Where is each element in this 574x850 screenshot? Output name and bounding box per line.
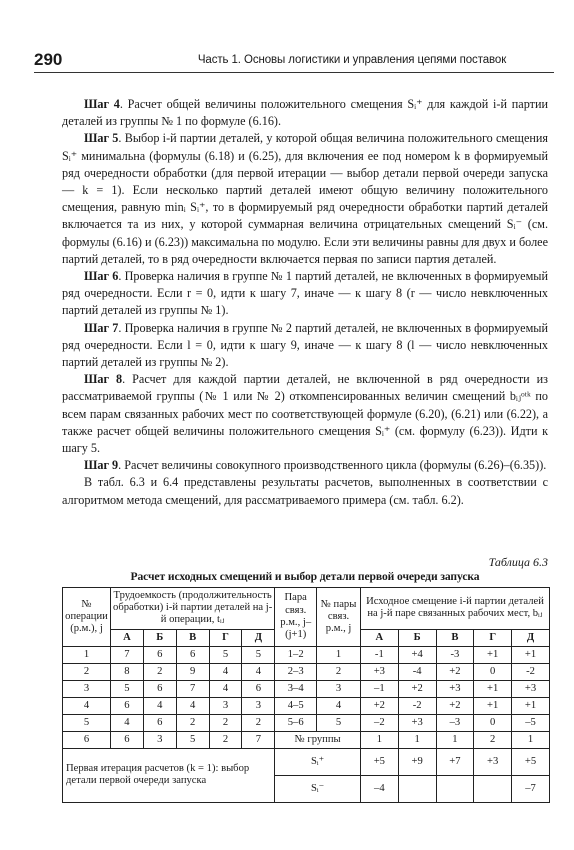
table-cell: +5 xyxy=(360,748,398,775)
page-number: 290 xyxy=(34,50,63,69)
table-cell: +3 xyxy=(436,680,474,697)
table-cell xyxy=(398,775,436,802)
paragraph-text: . Проверка наличия в группе № 2 партий деталей, не включенных в формируемый ряд очередности. Если l = 0, идти к шагу 9, иначе — к шагу 8 (l — число невключенных партий деталей из группы № 2). xyxy=(62,320,548,370)
table-cell: 6 xyxy=(143,680,176,697)
table-row xyxy=(63,731,550,748)
table-cell: 3 xyxy=(317,680,361,697)
table-cell: 4–5 xyxy=(275,697,317,714)
table-cell: 6 xyxy=(176,646,209,663)
subheader-cell: Г xyxy=(209,629,242,646)
paragraph-text: . Проверка наличия в группе № 1 партий деталей, не включенных в формируемый ряд очередности. Если r = 0, идти к шагу 7, иначе — к шагу 8 (r — число невключенных партий деталей из группы № 1). xyxy=(62,269,548,318)
table-footer-row-positive xyxy=(63,748,550,775)
table-cell xyxy=(474,775,512,802)
table-cell: +1 xyxy=(474,697,512,714)
paragraph-text: . Расчет общей величины положительного смещения Sᵢ⁺ для каждой i-й партии деталей из группы № 1 по формуле (6.16). xyxy=(62,97,548,129)
paragraph-text: . Расчет для каждой партии деталей, не включенной в ряд очередности из рассматриваемой группы (№ 1 или № 2) откомпенсированных величин смещений bᵢⱼᵒᵗᵏ по всем парам связанных рабочих мест по соответствующей формуле (6.20), (6.21) или (6.22), а также расчет общей величины положительного смещения Sᵢ⁺ (см. формулу (6.23)). Идти к шагу 5. xyxy=(62,372,549,456)
header-rule xyxy=(34,72,554,73)
table-cell: 2 xyxy=(63,663,111,680)
subheader-cell: А xyxy=(110,629,143,646)
table-cell: 6 xyxy=(63,731,111,748)
table-cell: +1 xyxy=(474,680,512,697)
step-lead: Шаг 7 xyxy=(84,320,119,335)
footer-iteration-label: Первая итерация расчетов (k = 1): выбор детали первой очереди запуска xyxy=(63,748,275,802)
table-cell: 5 xyxy=(317,714,361,731)
table-cell: –5 xyxy=(512,714,550,731)
table-cell: 4 xyxy=(209,680,242,697)
table-cell: +7 xyxy=(436,748,474,775)
table-cell: 4 xyxy=(176,697,209,714)
table-cell: 2 xyxy=(143,663,176,680)
header-op-no: № операции (р.м.), j xyxy=(63,588,111,647)
paragraph-step-9 xyxy=(62,457,548,474)
table-cell: 1 xyxy=(512,731,550,748)
table-cell: 3 xyxy=(209,697,242,714)
table-cell: 9 xyxy=(176,663,209,680)
table-cell: 1–2 xyxy=(275,646,317,663)
table-cell: +4 xyxy=(398,646,436,663)
table-cell: +3 xyxy=(474,748,512,775)
table-cell: -2 xyxy=(512,663,550,680)
paragraph-step-6 xyxy=(62,268,548,320)
table-cell: +5 xyxy=(512,748,550,775)
table-cell: 4 xyxy=(110,714,143,731)
data-table xyxy=(62,587,550,803)
table-cell: 2 xyxy=(209,731,242,748)
table-cell: 5 xyxy=(176,731,209,748)
paragraph-step-7 xyxy=(62,320,548,372)
table-cell: –1 xyxy=(360,680,398,697)
table-row xyxy=(63,697,550,714)
header-labor: Трудоемкость (продолжительность обработки) i-й партии деталей на j-й операции, tᵢⱼ xyxy=(110,588,274,630)
table-cell: 2 xyxy=(176,714,209,731)
step-lead: Шаг 9 xyxy=(84,458,119,473)
table-cell: –2 xyxy=(360,714,398,731)
table-cell: -3 xyxy=(436,646,474,663)
table-cell: 6 xyxy=(143,714,176,731)
subheader-cell: В xyxy=(436,629,474,646)
table-cell: –4 xyxy=(360,775,398,802)
paragraph-table-intro xyxy=(62,474,548,508)
subheader-cell: А xyxy=(360,629,398,646)
table-cell: 4 xyxy=(317,697,361,714)
table-cell: –7 xyxy=(512,775,550,802)
paragraph-text: . Расчет величины совокупного производственного цикла (формулы (6.26)–(6.35)). xyxy=(118,458,547,473)
table-row xyxy=(63,714,550,731)
table-cell: 1 xyxy=(63,646,111,663)
table-cell: 8 xyxy=(110,663,143,680)
table-cell: +2 xyxy=(360,697,398,714)
table-cell xyxy=(436,775,474,802)
table-cell: 6 xyxy=(242,680,275,697)
running-header: Часть 1. Основы логистики и управления цепями поставок xyxy=(197,54,507,66)
subheader-cell: Б xyxy=(398,629,436,646)
table-row xyxy=(63,663,550,680)
table-cell: 7 xyxy=(110,646,143,663)
table-cell: 5 xyxy=(209,646,242,663)
table-cell: +2 xyxy=(398,680,436,697)
table-cell: 6 xyxy=(110,697,143,714)
table-cell: +2 xyxy=(436,663,474,680)
table-cell: 7 xyxy=(176,680,209,697)
table-cell: 6 xyxy=(110,731,143,748)
table-cell: 4 xyxy=(209,663,242,680)
table-cell: 5 xyxy=(63,714,111,731)
table-cell: –3 xyxy=(436,714,474,731)
group-number-label: № группы xyxy=(275,731,361,748)
paragraph-step-4 xyxy=(62,96,548,130)
table-cell: 1 xyxy=(436,731,474,748)
table-cell: 1 xyxy=(317,646,361,663)
table-cell: 2 xyxy=(317,663,361,680)
table-row xyxy=(63,646,550,663)
subheader-cell: В xyxy=(176,629,209,646)
header-pair-no: № пары связ. р.м., j xyxy=(317,588,361,647)
table-row xyxy=(63,680,550,697)
paragraph-step-5 xyxy=(62,130,548,268)
table-cell: -4 xyxy=(398,663,436,680)
table-cell: 3–4 xyxy=(275,680,317,697)
subheader-cell: Г xyxy=(474,629,512,646)
table-cell: +2 xyxy=(436,697,474,714)
table-header-row xyxy=(63,588,550,630)
table-cell: 4 xyxy=(143,697,176,714)
table-cell: 6 xyxy=(143,646,176,663)
step-lead: Шаг 8 xyxy=(84,372,123,387)
table-cell: 1 xyxy=(360,731,398,748)
table-cell: 2 xyxy=(474,731,512,748)
step-lead: Шаг 6 xyxy=(84,269,119,284)
table-cell: 3 xyxy=(242,697,275,714)
paragraph-step-8 xyxy=(62,371,548,457)
table-cell: 5–6 xyxy=(275,714,317,731)
table-caption: Таблица 6.3 xyxy=(488,555,548,569)
table-cell: 3 xyxy=(63,680,111,697)
subheader-cell: Д xyxy=(512,629,550,646)
subheader-cell: Б xyxy=(143,629,176,646)
table-cell: +3 xyxy=(360,663,398,680)
subheader-cell: Д xyxy=(242,629,275,646)
table-cell: 5 xyxy=(242,646,275,663)
table-cell: +3 xyxy=(398,714,436,731)
table-cell: 2 xyxy=(242,714,275,731)
table-cell: 7 xyxy=(242,731,275,748)
table-cell: 4 xyxy=(242,663,275,680)
table-cell: -2 xyxy=(398,697,436,714)
table-cell: +1 xyxy=(512,646,550,663)
table-cell: 2 xyxy=(209,714,242,731)
footer-s-minus-label: Sᵢ⁻ xyxy=(275,775,361,802)
step-lead: Шаг 4 xyxy=(84,97,120,111)
footer-s-plus-label: Sᵢ⁺ xyxy=(275,748,361,775)
table-cell: -1 xyxy=(360,646,398,663)
table-cell: 5 xyxy=(110,680,143,697)
table-title: Расчет исходных смещений и выбор детали первой очереди запуска xyxy=(130,570,480,583)
paragraph-text: . Выбор i-й партии деталей, у которой общая величина положительного смещения Sᵢ⁺ минимальна (формулы (6.18) и (6.25), для включения ее под номером k в формируемый ряд очередности обработки (для первой итерации — выбор детали первой очереди запуска — k = 1). Если несколько партий деталей имеют общую величину положительного смещения, равную minᵢ Sᵢ⁺, то в формируемый ряд очередности обработки партий деталей включается та из них, у которой суммарная величина отрицательных смещений Sᵢ⁻ (см. формулы (6.16) и (6.23)) максимальна по модулю. Если эти величины равны для двух и более партий деталей, то в ряд очередности включается первая по записи партия деталей. xyxy=(62,131,549,266)
table-cell: 3 xyxy=(143,731,176,748)
table-cell: +1 xyxy=(512,697,550,714)
table-cell: 4 xyxy=(63,697,111,714)
body-text xyxy=(62,96,548,509)
header-shift: Исходное смещение i-й партии деталей на j-й паре связанных рабочих мест, bᵢⱼ xyxy=(360,588,549,630)
table-cell: 0 xyxy=(474,663,512,680)
paragraph-text: В табл. 6.3 и 6.4 представлены результаты расчетов, выполненных в соответствии с алгоритмом метода смещений, для рассматриваемого примера (см. табл. 6.2). xyxy=(62,475,548,507)
step-lead: Шаг 5 xyxy=(84,131,119,146)
table-cell: 0 xyxy=(474,714,512,731)
table-cell: 2–3 xyxy=(275,663,317,680)
header-pair: Пара связ. р.м., j–(j+1) xyxy=(275,588,317,647)
table-cell: 1 xyxy=(398,731,436,748)
table-cell: +1 xyxy=(474,646,512,663)
table-cell: +3 xyxy=(512,680,550,697)
table-cell: +9 xyxy=(398,748,436,775)
